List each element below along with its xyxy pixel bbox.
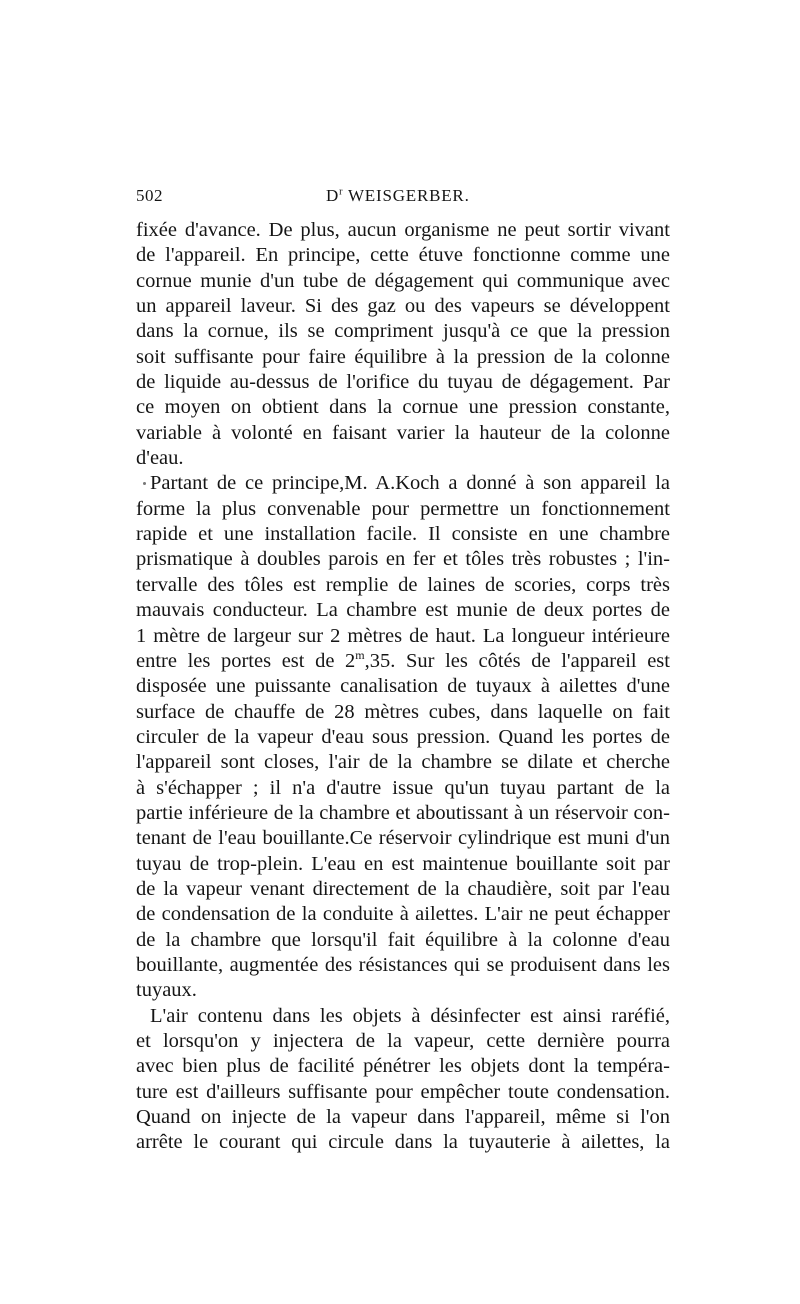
text-line: variable à volonté en faisant varier la hauteur de la colonne [136,421,670,444]
text-line: cornue munie d'un tube de dégagement qui communique avec [136,269,670,292]
text-line: tuyaux. [136,979,197,1002]
text-line: d'eau. [136,447,184,470]
text-line: Quand on injecte de la vapeur dans l'appareil, même si l'on [136,1106,670,1129]
text-line: dans la cornue, ils se compriment jusqu'à ce que la pression [136,320,670,343]
text-line: mauvais conducteur. La chambre est munie de deux portes de [136,599,670,622]
text-line: ture est d'ailleurs suffisante pour empêcher toute condensation. [136,1080,670,1103]
text-line: arrête le courant qui circule dans la tuyauterie à ailettes, la [136,1131,670,1154]
text-line: partie inférieure de la chambre et aboutissant à un réservoir con- [136,801,670,824]
text-fragment: ,35. Sur les côtés de l'appareil est [364,649,670,672]
text-line: circuler de la vapeur d'eau sous pression. Quand les portes de [136,725,670,748]
text-line: soit suffisante pour faire équilibre à la pression de la colonne [136,345,670,368]
text-line: de l'appareil. En principe, cette étuve fonctionne comme une [136,244,670,267]
text-line: prismatique à doubles parois en fer et tôles très robustes ; l'in- [136,548,670,571]
unit-superscript: m [355,648,365,663]
text-line: tenant de l'eau bouillante.Ce réservoir cylindrique est muni d'un [136,827,670,850]
page-number: 502 [136,186,163,205]
body-text [136,218,670,1156]
text-line: de la vapeur venant directement de la chaudière, soit par l'eau [136,877,670,900]
text-line: avec bien plus de facilité pénétrer les objets dont la tempéra- [136,1055,670,1078]
text-line: ce moyen on obtient dans la cornue une pression constante, [136,396,670,419]
author-prefix-superscript: r [339,186,344,198]
text-line [136,649,670,674]
text-line: et lorsqu'on y injectera de la vapeur, cette dernière pourra [136,1030,670,1052]
text-line: à s'échapper ; il n'a d'autre issue qu'un tuyau partant de la [136,776,670,799]
text-line: forme la plus convenable pour permettre un fonctionnement [136,497,670,520]
text-line: fixée d'avance. De plus, aucun organisme ne peut sortir vivant [136,219,670,241]
author-prefix: D [326,186,340,205]
text-line: de la chambre que lorsqu'il fait équilibre à la colonne d'eau [136,928,670,951]
text-line: Partant de ce principe,M. A.Koch a donné à son appareil la [150,472,670,495]
text-line: tuyau de trop-plein. L'eau en est maintenue bouillante soit par [136,852,670,875]
text-line: de condensation de la conduite à ailettes. L'air ne peut échapper [136,903,670,926]
text-fragment: entre les portes est de 2 [136,649,356,672]
text-line: disposée une puissante canalisation de tuyaux à ailettes d'une [136,675,670,698]
text-line: bouillante, augmentée des résistances qui se produisent dans les [136,953,670,976]
text-line: L'air contenu dans les objets à désinfecter est ainsi raréfié, [150,1004,670,1027]
running-header [136,186,670,208]
header-title [326,186,470,206]
text-line: rapide et une installation facile. Il consiste en une chambre [136,523,670,546]
text-line: 1 mètre de largeur sur 2 mètres de haut. La longueur intérieure [136,624,670,647]
text-line: un appareil laveur. Si des gaz ou des vapeurs se développent [136,295,670,318]
text-line: surface de chauffe de 28 mètres cubes, dans laquelle on fait [136,700,670,723]
text-line: tervalle des tôles est remplie de laines de scories, corps très [136,573,670,596]
text-line: l'appareil sont closes, l'air de la chambre se dilate et cherche [136,751,670,774]
author-name: WEISGERBER. [343,186,470,205]
text-line: de liquide au-dessus de l'orifice du tuyau de dégagement. Par [136,371,670,394]
